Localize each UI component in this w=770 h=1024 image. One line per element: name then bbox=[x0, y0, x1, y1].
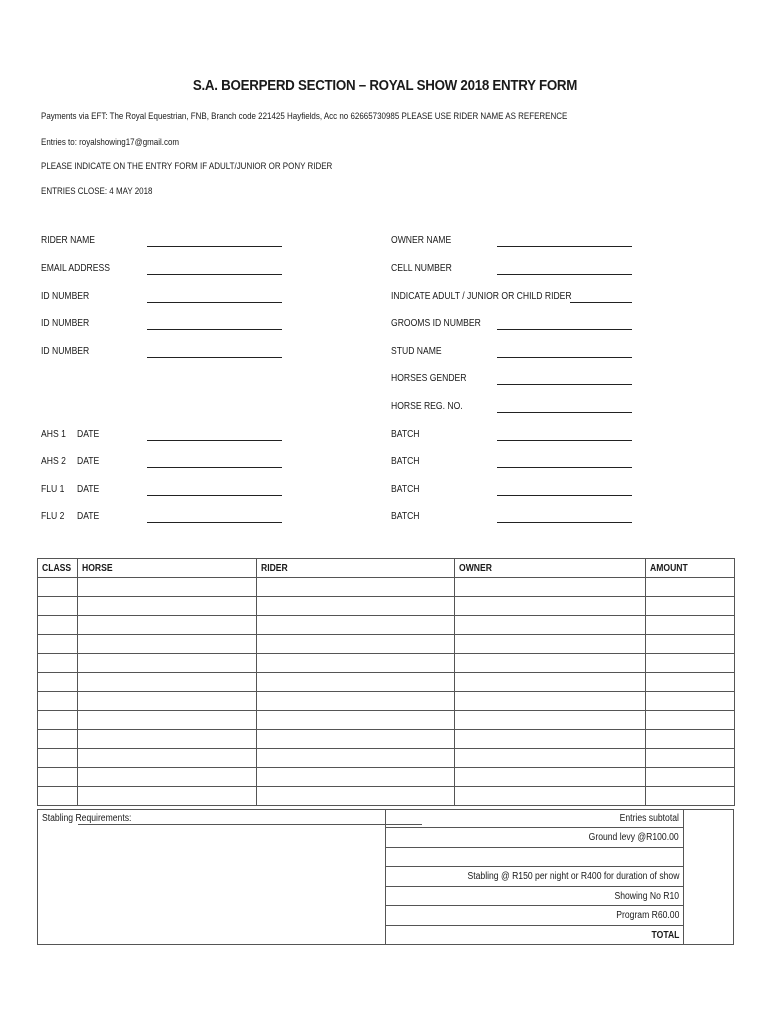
table-row bbox=[38, 787, 735, 806]
table-cell[interactable] bbox=[78, 787, 257, 806]
grooms-id-field[interactable] bbox=[497, 329, 632, 330]
program-label: Program R60.00 bbox=[615, 910, 679, 922]
table-cell[interactable] bbox=[257, 635, 455, 654]
table-cell[interactable] bbox=[646, 654, 735, 673]
horse-reg-field[interactable] bbox=[497, 412, 632, 413]
entries-table bbox=[37, 558, 735, 806]
table-cell[interactable] bbox=[646, 711, 735, 730]
table-cell[interactable] bbox=[646, 768, 735, 787]
email-address-field[interactable] bbox=[147, 274, 282, 275]
column-header-owner: OWNER bbox=[455, 559, 646, 578]
horse-reg-label: HORSE REG. NO. bbox=[391, 401, 463, 412]
table-row bbox=[38, 597, 735, 616]
table-cell[interactable] bbox=[455, 654, 646, 673]
table-cell[interactable] bbox=[257, 711, 455, 730]
table-cell[interactable] bbox=[78, 749, 257, 768]
id-number-field[interactable] bbox=[147, 302, 282, 303]
ahs2-batch-field[interactable] bbox=[497, 467, 632, 468]
id-number-label: ID NUMBER bbox=[41, 318, 90, 329]
total-label: TOTAL bbox=[651, 929, 679, 941]
rider-name-field[interactable] bbox=[147, 246, 282, 247]
table-cell[interactable] bbox=[78, 692, 257, 711]
flu2-date-field[interactable] bbox=[147, 522, 282, 523]
date-label: DATE bbox=[77, 511, 100, 522]
date-label: DATE bbox=[77, 429, 100, 440]
rider-type-instruction: PLEASE INDICATE ON THE ENTRY FORM IF ADULT/JUNIOR OR PONY RIDER bbox=[41, 161, 333, 172]
table-cell[interactable] bbox=[455, 673, 646, 692]
table-cell[interactable] bbox=[38, 787, 78, 806]
table-cell[interactable] bbox=[257, 616, 455, 635]
ahs1-date-field[interactable] bbox=[147, 440, 282, 441]
entries-close-date: ENTRIES CLOSE: 4 MAY 2018 bbox=[41, 186, 153, 197]
table-cell[interactable] bbox=[646, 616, 735, 635]
table-cell[interactable] bbox=[78, 578, 257, 597]
table-row bbox=[38, 730, 735, 749]
table-cell[interactable] bbox=[38, 578, 78, 597]
table-cell[interactable] bbox=[257, 597, 455, 616]
horses-gender-field[interactable] bbox=[497, 384, 632, 385]
column-header-class: CLASS bbox=[38, 559, 78, 578]
horses-gender-label: HORSES GENDER bbox=[391, 373, 467, 384]
table-cell[interactable] bbox=[257, 578, 455, 597]
column-header-horse: HORSE bbox=[78, 559, 257, 578]
id-number-field[interactable] bbox=[147, 357, 282, 358]
divider bbox=[78, 824, 422, 825]
entries-subtotal-row[interactable] bbox=[386, 809, 683, 828]
batch-label: BATCH bbox=[391, 511, 420, 522]
table-cell[interactable] bbox=[38, 597, 78, 616]
table-cell[interactable] bbox=[455, 616, 646, 635]
entries-email: Entries to: royalshowing17@gmail.com bbox=[41, 137, 180, 148]
table-cell[interactable] bbox=[38, 730, 78, 749]
table-cell[interactable] bbox=[646, 692, 735, 711]
table-cell[interactable] bbox=[78, 730, 257, 749]
table-cell[interactable] bbox=[455, 692, 646, 711]
cell-number-field[interactable] bbox=[497, 274, 632, 275]
table-cell[interactable] bbox=[646, 578, 735, 597]
total-row[interactable] bbox=[386, 926, 683, 945]
table-cell[interactable] bbox=[78, 616, 257, 635]
table-cell[interactable] bbox=[646, 749, 735, 768]
flu1-batch-field[interactable] bbox=[497, 495, 632, 496]
table-cell[interactable] bbox=[38, 749, 78, 768]
table-cell[interactable] bbox=[38, 768, 78, 787]
table-cell[interactable] bbox=[646, 673, 735, 692]
table-row bbox=[38, 578, 735, 597]
stabling-label: Stabling @ R150 per night or R400 for duration of show bbox=[467, 871, 679, 883]
table-cell[interactable] bbox=[455, 787, 646, 806]
table-cell[interactable] bbox=[646, 635, 735, 654]
table-cell[interactable] bbox=[646, 597, 735, 616]
table-cell[interactable] bbox=[78, 597, 257, 616]
email-address-label: EMAIL ADDRESS bbox=[41, 263, 110, 274]
program-row[interactable] bbox=[386, 906, 683, 925]
id-number-label: ID NUMBER bbox=[41, 346, 90, 357]
table-cell[interactable] bbox=[455, 749, 646, 768]
table-cell[interactable] bbox=[646, 730, 735, 749]
table-row bbox=[38, 673, 735, 692]
table-cell[interactable] bbox=[78, 635, 257, 654]
table-cell[interactable] bbox=[38, 654, 78, 673]
owner-name-label: OWNER NAME bbox=[391, 235, 452, 246]
table-cell[interactable] bbox=[257, 673, 455, 692]
ahs1-batch-field[interactable] bbox=[497, 440, 632, 441]
date-label: DATE bbox=[77, 456, 100, 467]
table-cell[interactable] bbox=[38, 616, 78, 635]
entries-subtotal-label: Entries subtotal bbox=[619, 813, 679, 824]
rider-category-label: INDICATE ADULT / JUNIOR OR CHILD RIDER bbox=[391, 291, 572, 302]
table-cell[interactable] bbox=[78, 673, 257, 692]
totals-column bbox=[385, 809, 684, 945]
column-header-rider: RIDER bbox=[257, 559, 455, 578]
ground-levy-row[interactable] bbox=[386, 828, 683, 847]
table-cell[interactable] bbox=[455, 635, 646, 654]
table-cell[interactable] bbox=[78, 711, 257, 730]
stud-name-field[interactable] bbox=[497, 357, 632, 358]
batch-label: BATCH bbox=[391, 484, 420, 495]
payment-info: Payments via EFT: The Royal Equestrian, FNB, Branch code 221425 Hayfields, Acc no 62665730985 PLEASE USE RIDER NAME AS REFERENCE bbox=[41, 111, 568, 122]
table-row bbox=[38, 616, 735, 635]
showing-no-label: Showing No R10 bbox=[614, 890, 679, 902]
table-cell[interactable] bbox=[38, 673, 78, 692]
stud-name-label: STUD NAME bbox=[391, 346, 442, 357]
cell-number-label: CELL NUMBER bbox=[391, 263, 452, 274]
rider-category-field[interactable] bbox=[570, 302, 632, 303]
ahs1-label: AHS 1 bbox=[41, 429, 66, 440]
flu1-label: FLU 1 bbox=[41, 484, 65, 495]
table-cell[interactable] bbox=[455, 730, 646, 749]
flu2-label: FLU 2 bbox=[41, 511, 65, 522]
entries-table-body bbox=[38, 578, 735, 806]
column-header-amount: AMOUNT bbox=[646, 559, 735, 578]
table-row bbox=[38, 692, 735, 711]
batch-label: BATCH bbox=[391, 429, 420, 440]
table-cell[interactable] bbox=[78, 768, 257, 787]
flu1-date-field[interactable] bbox=[147, 495, 282, 496]
table-row bbox=[38, 768, 735, 787]
stabling-requirements-label: Stabling Requirements: bbox=[42, 813, 132, 824]
id-number-field[interactable] bbox=[147, 329, 282, 330]
showing-no-row[interactable] bbox=[386, 887, 683, 906]
ground-levy-label: Ground levy @R100.00 bbox=[588, 832, 679, 844]
table-row bbox=[38, 654, 735, 673]
table-row bbox=[38, 749, 735, 768]
table-cell[interactable] bbox=[646, 787, 735, 806]
rider-name-label: RIDER NAME bbox=[41, 235, 96, 246]
table-cell[interactable] bbox=[455, 768, 646, 787]
blank-row[interactable] bbox=[386, 848, 683, 867]
table-cell[interactable] bbox=[38, 635, 78, 654]
flu2-batch-field[interactable] bbox=[497, 522, 632, 523]
ahs2-date-field[interactable] bbox=[147, 467, 282, 468]
table-cell[interactable] bbox=[257, 749, 455, 768]
stabling-row[interactable] bbox=[386, 867, 683, 886]
table-cell[interactable] bbox=[38, 711, 78, 730]
grooms-id-label: GROOMS ID NUMBER bbox=[391, 318, 481, 329]
table-header-row bbox=[38, 559, 735, 578]
ahs2-label: AHS 2 bbox=[41, 456, 66, 467]
id-number-label: ID NUMBER bbox=[41, 291, 90, 302]
form-title: S.A. BOERPERD SECTION – ROYAL SHOW 2018 ENTRY FORM bbox=[192, 78, 578, 94]
table-cell[interactable] bbox=[257, 692, 455, 711]
table-cell[interactable] bbox=[78, 654, 257, 673]
table-row bbox=[38, 711, 735, 730]
table-cell[interactable] bbox=[455, 597, 646, 616]
table-cell[interactable] bbox=[38, 692, 78, 711]
date-label: DATE bbox=[77, 484, 100, 495]
table-cell[interactable] bbox=[257, 730, 455, 749]
table-cell[interactable] bbox=[455, 711, 646, 730]
table-cell[interactable] bbox=[257, 768, 455, 787]
owner-name-field[interactable] bbox=[497, 246, 632, 247]
batch-label: BATCH bbox=[391, 456, 420, 467]
summary-section bbox=[37, 809, 734, 945]
table-cell[interactable] bbox=[257, 787, 455, 806]
table-cell[interactable] bbox=[257, 654, 455, 673]
table-row bbox=[38, 635, 735, 654]
table-cell[interactable] bbox=[455, 578, 646, 597]
